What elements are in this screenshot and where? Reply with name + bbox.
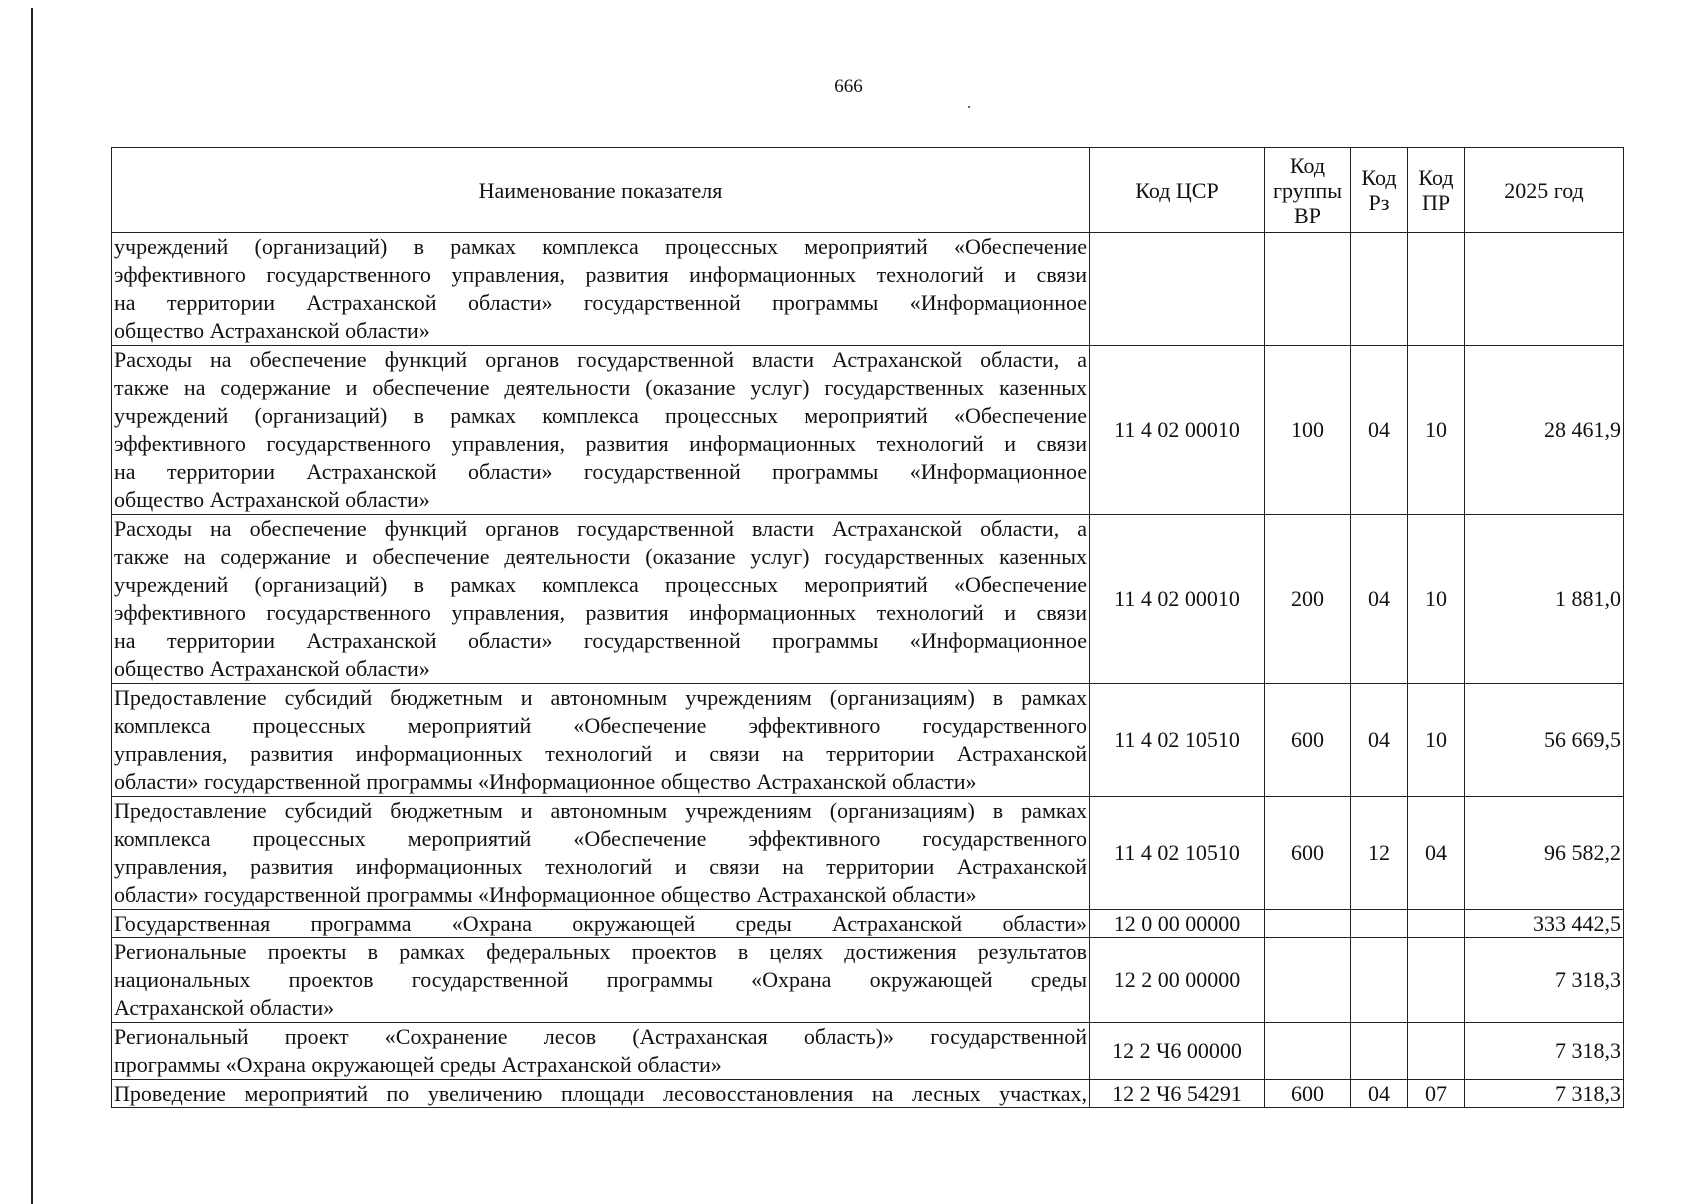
row-amount: 333 442,5 [1465,910,1624,938]
row-name-line: эффективного государственного управления, развития информационных технологий и связи [114,600,1087,625]
row-name-line: области» государственной программы «Информационное общество Астраханской области» [114,769,977,794]
row-name [112,684,1090,797]
row-name-line: общество Астраханской области» [114,656,430,681]
row-pr [1408,910,1465,938]
row-pr [1408,938,1465,1023]
header-pr: Код ПР [1408,148,1465,233]
row-amount: 56 669,5 [1465,684,1624,797]
row-amount: 7 318,3 [1465,1023,1624,1080]
table-row [112,1023,1624,1080]
row-name-line: учреждений (организаций) в рамках комплекса процессных мероприятий «Обеспечение [114,403,1087,428]
page-number: 666 [834,76,863,97]
row-name [112,1023,1090,1080]
table-row [112,684,1624,797]
row-rz [1351,1023,1408,1080]
row-name-line: также на содержание и обеспечение деятельности (оказание услуг) государственных казенных [114,375,1087,400]
row-rz: 04 [1351,515,1408,684]
row-name-line: Предоставление субсидий бюджетным и автономным учреждениям (организациям) в рамках [114,798,1087,823]
row-name-line: Астраханской области» [114,995,335,1020]
margin-line [31,8,33,1204]
row-name-line: Государственная программа «Охрана окружающей среды Астраханской области» [114,911,1087,936]
row-vr [1265,1023,1351,1080]
row-rz [1351,233,1408,346]
header-csr: Код ЦСР [1090,148,1265,233]
row-vr: 100 [1265,346,1351,515]
row-csr: 11 4 02 10510 [1090,684,1265,797]
row-name-line: на территории Астраханской области» государственной программы «Информационное [114,290,1087,315]
row-name-line: Региональные проекты в рамках федеральных проектов в целях достижения результатов [114,939,1087,964]
row-name [112,1080,1090,1108]
row-csr: 11 4 02 00010 [1090,346,1265,515]
row-vr: 600 [1265,1080,1351,1108]
row-csr: 12 2 Ч6 00000 [1090,1023,1265,1080]
row-amount: 28 461,9 [1465,346,1624,515]
table-row [112,1080,1624,1108]
row-name [112,346,1090,515]
row-vr: 200 [1265,515,1351,684]
table-row [112,515,1624,684]
row-csr: 11 4 02 10510 [1090,797,1265,910]
header-name: Наименование показателя [112,148,1090,233]
row-name-line: Региональный проект «Сохранение лесов (Астраханская область)» государственной [114,1024,1087,1049]
header-rz: Код Рз [1351,148,1408,233]
row-name-line: управления, развития информационных технологий и связи на территории Астраханской [114,854,1087,879]
row-csr: 11 4 02 00010 [1090,515,1265,684]
row-name-line: общество Астраханской области» [114,318,430,343]
row-amount: 7 318,3 [1465,1080,1624,1108]
row-name-line: программы «Охрана окружающей среды Астраханской области» [114,1052,722,1077]
budget-table [111,147,1624,1108]
table-row [112,233,1624,346]
row-name-line: на территории Астраханской области» государственной программы «Информационное [114,628,1087,653]
row-rz [1351,938,1408,1023]
row-name-line: на территории Астраханской области» государственной программы «Информационное [114,459,1087,484]
row-name-line: области» государственной программы «Информационное общество Астраханской области» [114,882,977,907]
table-row [112,938,1624,1023]
row-amount: 7 318,3 [1465,938,1624,1023]
row-name [112,797,1090,910]
row-csr [1090,233,1265,346]
row-name-line: управления, развития информационных технологий и связи на территории Астраханской [114,741,1087,766]
row-rz: 12 [1351,797,1408,910]
table-row [112,797,1624,910]
row-name-line: также на содержание и обеспечение деятельности (оказание услуг) государственных казенных [114,544,1087,569]
row-name-line: Расходы на обеспечение функций органов государственной власти Астраханской области, а [114,347,1087,372]
row-name-line: учреждений (организаций) в рамках комплекса процессных мероприятий «Обеспечение [114,572,1087,597]
row-csr: 12 0 00 00000 [1090,910,1265,938]
row-csr: 12 2 Ч6 54291 [1090,1080,1265,1108]
table-body [112,233,1624,1108]
header-year: 2025 год [1465,148,1624,233]
row-name-line: комплекса процессных мероприятий «Обеспечение эффективного государственного [114,713,1087,738]
scan-dot [968,106,970,108]
row-name [112,233,1090,346]
row-amount [1465,233,1624,346]
row-vr [1265,910,1351,938]
row-pr [1408,1023,1465,1080]
row-name-line: комплекса процессных мероприятий «Обеспечение эффективного государственного [114,826,1087,851]
row-pr: 07 [1408,1080,1465,1108]
row-name-line: Расходы на обеспечение функций органов государственной власти Астраханской области, а [114,516,1087,541]
row-rz: 04 [1351,684,1408,797]
row-name [112,515,1090,684]
row-name-line: Предоставление субсидий бюджетным и автономным учреждениям (организациям) в рамках [114,685,1087,710]
row-name-line: национальных проектов государственной программы «Охрана окружающей среды [114,967,1087,992]
row-name-line: эффективного государственного управления, развития информационных технологий и связи [114,262,1087,287]
row-name-line: Проведение мероприятий по увеличению площади лесовосстановления на лесных участках, [114,1081,1087,1106]
table-row [112,346,1624,515]
row-pr: 10 [1408,684,1465,797]
row-name [112,910,1090,938]
row-amount: 96 582,2 [1465,797,1624,910]
header-vr: Код группы ВР [1265,148,1351,233]
row-vr: 600 [1265,684,1351,797]
row-name-line: учреждений (организаций) в рамках комплекса процессных мероприятий «Обеспечение [114,234,1087,259]
row-pr: 10 [1408,515,1465,684]
row-amount: 1 881,0 [1465,515,1624,684]
row-name [112,938,1090,1023]
row-rz: 04 [1351,1080,1408,1108]
row-rz [1351,910,1408,938]
row-vr: 600 [1265,797,1351,910]
row-pr [1408,233,1465,346]
header-row [112,148,1624,233]
row-rz: 04 [1351,346,1408,515]
row-csr: 12 2 00 00000 [1090,938,1265,1023]
row-vr [1265,938,1351,1023]
row-name-line: общество Астраханской области» [114,487,430,512]
row-pr: 04 [1408,797,1465,910]
row-name-line: эффективного государственного управления, развития информационных технологий и связи [114,431,1087,456]
row-pr: 10 [1408,346,1465,515]
table-row [112,910,1624,938]
row-vr [1265,233,1351,346]
